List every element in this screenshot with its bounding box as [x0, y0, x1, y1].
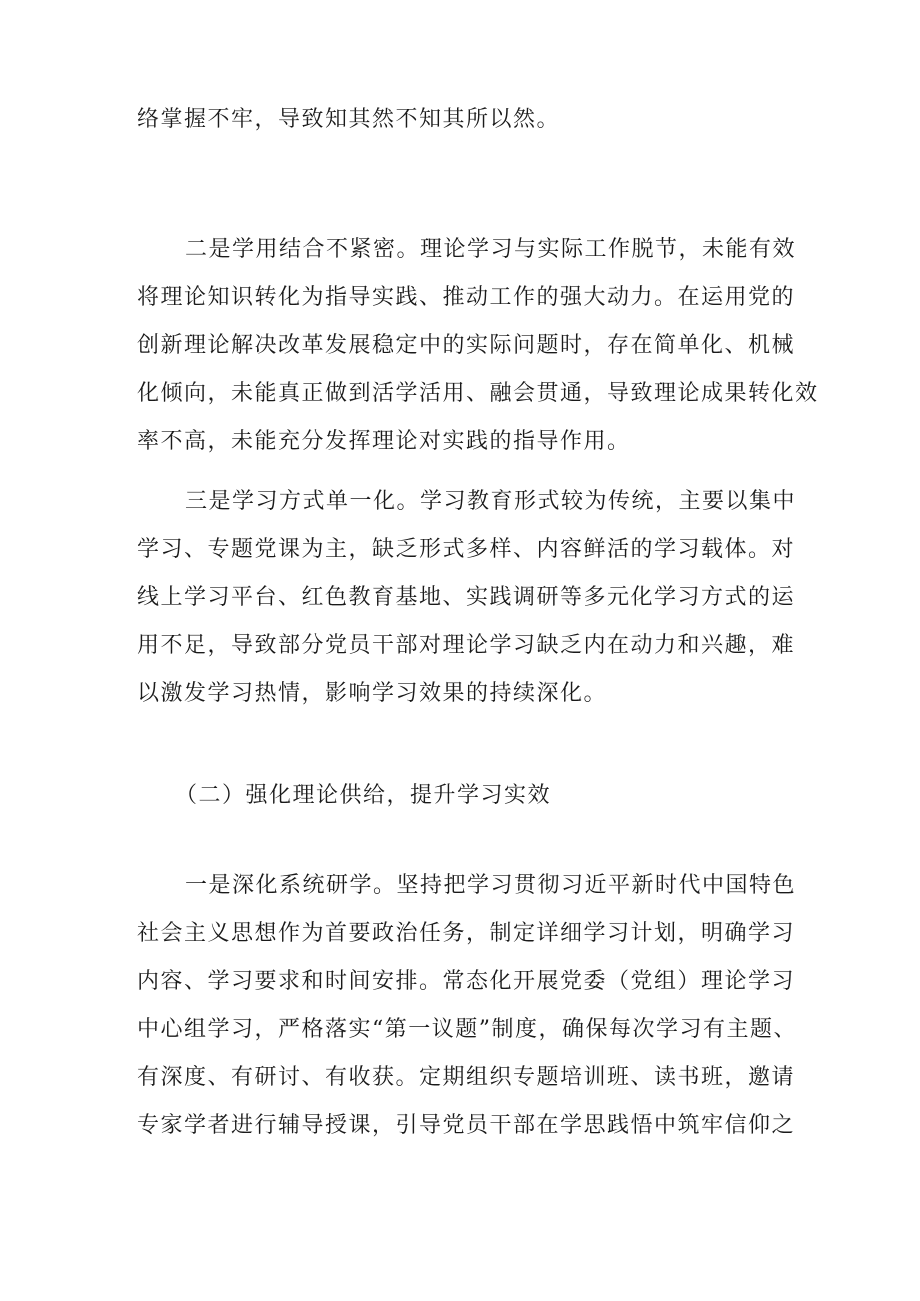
- text-line: 化倾向，未能真正做到活学活用、融会贯通，导致理论成果转化效: [137, 381, 819, 406]
- paragraph-integration-of-learning: [137, 226, 819, 466]
- text-line: 将理论知识转化为指导实践、推动工作的强大动力。在运用党的: [137, 285, 796, 310]
- paragraph-continuation: [137, 96, 785, 144]
- text-line: 二是学用结合不紧密。理论学习与实际工作脱节，未能有效: [185, 237, 797, 262]
- text-line: 率不高，未能充分发挥理论对实践的指导作用。: [137, 429, 631, 454]
- section-heading-text: （二）强化理论供给，提升学习实效: [175, 783, 552, 808]
- text-line: 以激发学习热情，影响学习效果的持续深化。: [137, 681, 608, 706]
- paragraph-learning-methods: [137, 478, 797, 718]
- text-line: 一是深化系统研学。坚持把学习贯彻习近平新时代中国特色: [185, 873, 797, 898]
- text-line: 创新理论解决改革发展稳定中的实际问题时，存在简单化、机械: [137, 333, 796, 358]
- text-line: 络掌握不牢，导致知其然不知其所以然。: [137, 107, 561, 132]
- text-line: 社会主义思想作为首要政治任务，制定详细学习计划，明确学习: [137, 921, 796, 946]
- paragraph-systematic-study: [137, 862, 797, 1150]
- text-line: 三是学习方式单一化。学习教育形式较为传统，主要以集中: [185, 489, 797, 514]
- text-line: 内容、学习要求和时间安排。常态化开展党委（党组）理论学习: [137, 969, 796, 994]
- text-line: 有深度、有研讨、有收获。定期组织专题培训班、读书班，邀请: [137, 1065, 796, 1090]
- text-line: 学习、专题党课为主，缺乏形式多样、内容鲜活的学习载体。对: [137, 537, 796, 562]
- text-line: 用不足，导致部分党员干部对理论学习缺乏内在动力和兴趣，难: [137, 633, 796, 658]
- text-line: 中心组学习，严格落实“第一议题”制度，确保每次学习有主题、: [137, 1017, 797, 1042]
- text-line: 专家学者进行辅导授课，引导党员干部在学思践悟中筑牢信仰之: [137, 1113, 796, 1138]
- section-heading: [137, 772, 785, 820]
- text-line: 线上学习平台、红色教育基地、实践调研等多元化学习方式的运: [137, 585, 796, 610]
